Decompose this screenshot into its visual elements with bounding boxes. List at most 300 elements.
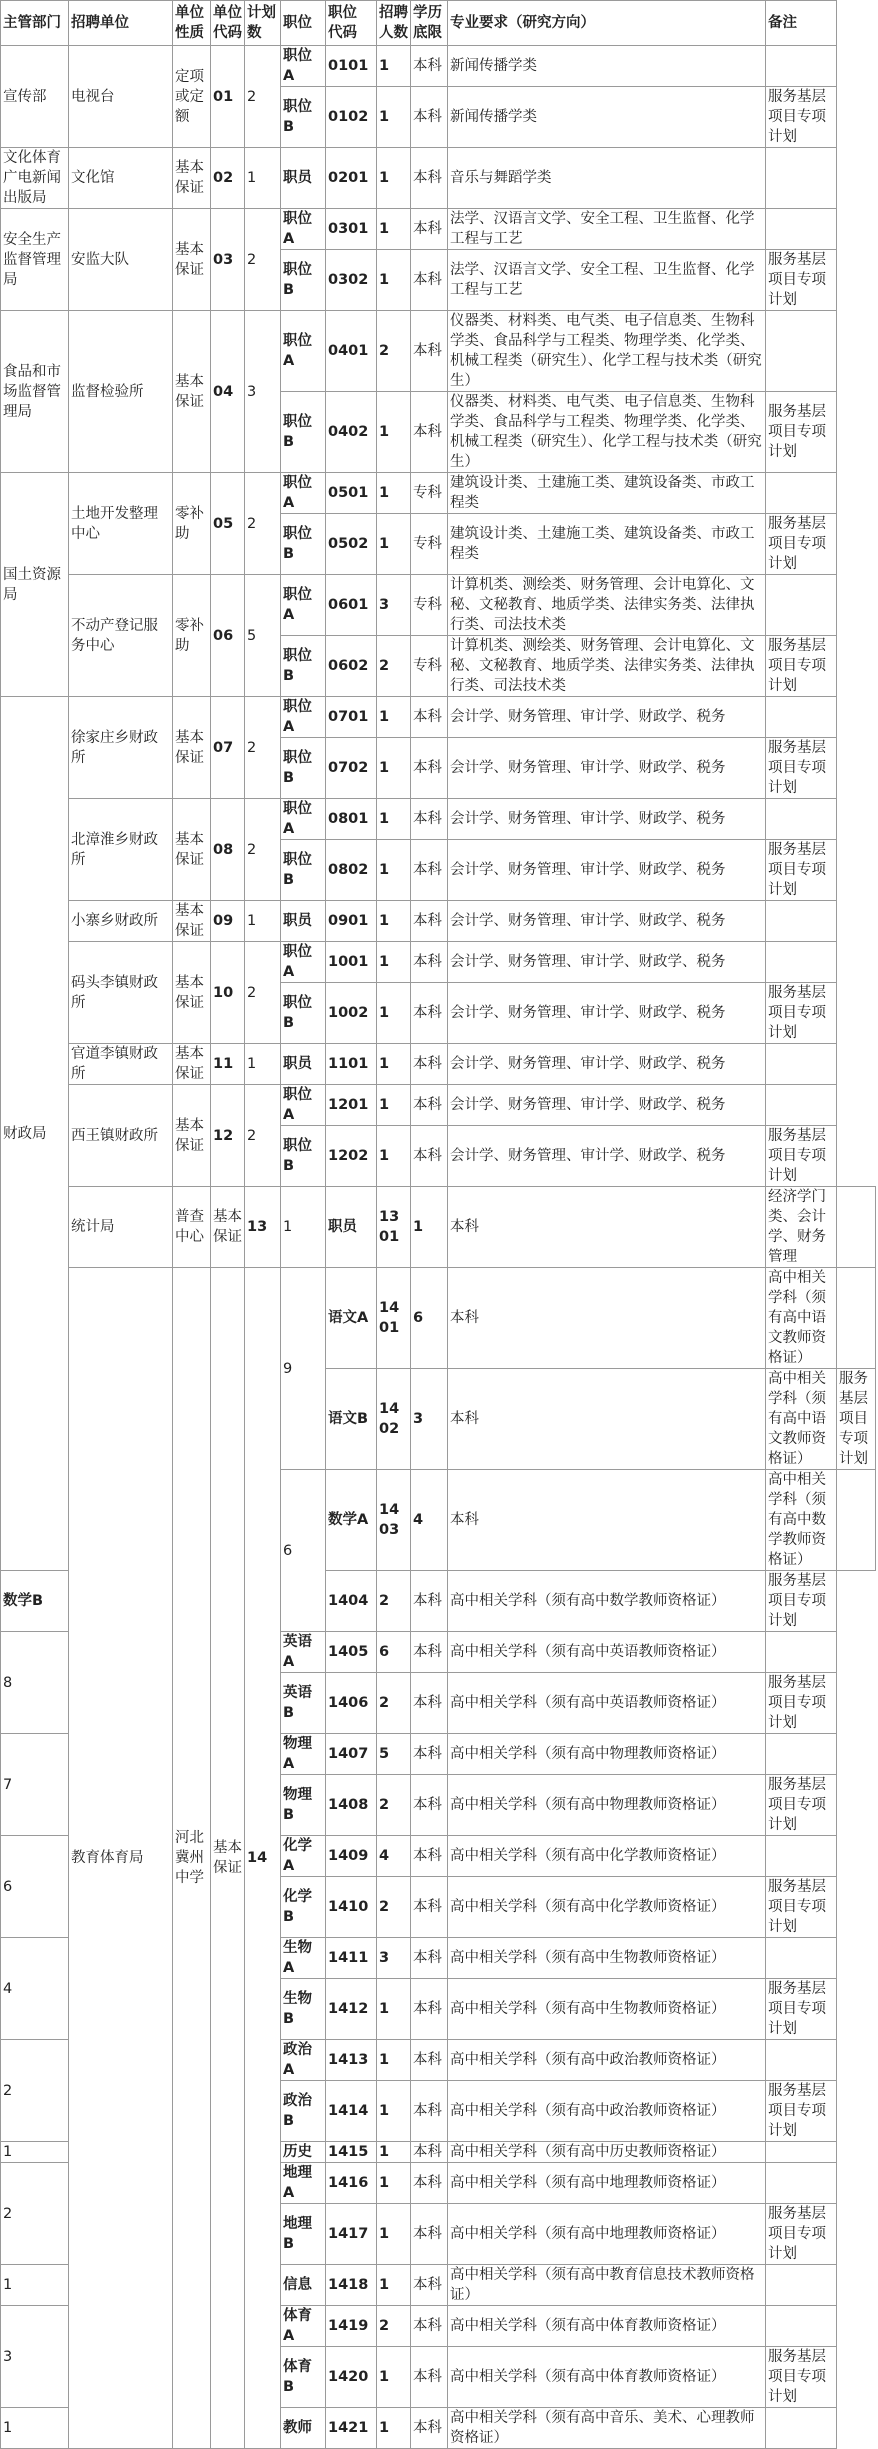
table-cell: 1 (377, 209, 411, 250)
table-cell: 职位B (281, 392, 326, 473)
table-cell: 2 (377, 2306, 411, 2347)
table-cell: 教师 (281, 2408, 326, 2449)
table-cell: 官道李镇财政所 (69, 1044, 173, 1085)
table-cell: 不动产登记服务中心 (69, 575, 173, 697)
table-cell: 1 (377, 2204, 411, 2265)
table-cell: 服务基层项目专项计划 (766, 87, 837, 148)
table-cell: 宣传部 (1, 46, 69, 148)
table-cell: 高中相关学科（须有高中物理教师资格证） (448, 1734, 766, 1775)
table-cell: 5 (245, 575, 281, 697)
table-cell: 职位A (281, 575, 326, 636)
table-cell: 1201 (326, 1085, 377, 1126)
table-cell (766, 1085, 837, 1126)
table-cell: 1 (377, 697, 411, 738)
table-cell: 1414 (326, 2081, 377, 2142)
table-cell: 专科 (411, 575, 448, 636)
table-cell: 1 (377, 1126, 411, 1187)
table-cell: 基本保证 (173, 799, 211, 901)
table-cell: 会计学、财务管理、审计学、财政学、税务 (448, 1044, 766, 1085)
table-cell: 0501 (326, 473, 377, 514)
table-cell: 高中相关学科（须有高中物理教师资格证） (448, 1775, 766, 1836)
table-cell: 10 (211, 942, 245, 1044)
table-cell (766, 1734, 837, 1775)
table-row (1, 209, 876, 250)
table-cell (766, 2306, 837, 2347)
table-cell: 经济学门类、会计学、财务管理 (766, 1187, 837, 1268)
table-cell: 2 (245, 799, 281, 901)
table-row (1, 473, 876, 514)
table-cell: 基本保证 (211, 1187, 245, 1268)
table-cell: 3 (377, 1938, 411, 1979)
table-cell: 1 (377, 148, 411, 209)
table-cell: 语文B (326, 1369, 377, 1470)
table-cell: 基本保证 (173, 148, 211, 209)
table-cell: 3 (377, 575, 411, 636)
table-cell: 本科 (411, 1085, 448, 1126)
table-cell: 本科 (411, 1571, 448, 1632)
header-dept: 主管部门 (1, 1, 69, 46)
table-cell: 本科 (411, 2163, 448, 2204)
table-cell: 教育体育局 (69, 1268, 173, 2449)
table-cell (837, 1268, 876, 1369)
table-cell: 05 (211, 473, 245, 575)
table-cell: 0601 (326, 575, 377, 636)
table-cell: 服务基层项目专项计划 (766, 1673, 837, 1734)
table-cell: 1 (411, 1187, 448, 1268)
table-cell: 服务基层项目专项计划 (766, 983, 837, 1044)
table-cell: 本科 (411, 2040, 448, 2081)
table-cell: 本科 (411, 311, 448, 392)
table-cell: 高中相关学科（须有高中数学教师资格证） (448, 1571, 766, 1632)
table-cell: 物理A (281, 1734, 326, 1775)
table-cell: 新闻传播学类 (448, 46, 766, 87)
table-cell: 0302 (326, 250, 377, 311)
table-cell: 2 (245, 1085, 281, 1187)
table-row (1, 901, 876, 942)
table-cell: 会计学、财务管理、审计学、财政学、税务 (448, 901, 766, 942)
table-cell: 1101 (326, 1044, 377, 1085)
table-cell: 职位B (281, 738, 326, 799)
table-cell: 服务基层项目专项计划 (766, 1571, 837, 1632)
table-cell: 码头李镇财政所 (69, 942, 173, 1044)
table-cell: 职位B (281, 514, 326, 575)
table-cell: 化学A (281, 1836, 326, 1877)
table-row (1, 46, 876, 87)
table-cell: 1 (377, 2081, 411, 2142)
table-cell: 1404 (326, 1571, 377, 1632)
table-cell: 1419 (326, 2306, 377, 2347)
table-cell: 12 (211, 1085, 245, 1187)
table-cell: 2 (245, 473, 281, 575)
table-cell: 1 (377, 2040, 411, 2081)
table-cell: 1 (281, 1187, 326, 1268)
table-cell: 数学A (326, 1470, 377, 1571)
table-cell: 会计学、财务管理、审计学、财政学、税务 (448, 840, 766, 901)
table-cell: 14 (245, 1268, 281, 2449)
table-cell: 高中相关学科（须有高中地理教师资格证） (448, 2163, 766, 2204)
table-cell: 1416 (326, 2163, 377, 2204)
table-cell: 财政局 (1, 697, 69, 1571)
table-cell: 本科 (411, 942, 448, 983)
table-cell: 高中相关学科（须有高中体育教师资格证） (448, 2306, 766, 2347)
table-cell: 高中相关学科（须有高中化学教师资格证） (448, 1836, 766, 1877)
table-cell: 本科 (411, 901, 448, 942)
table-cell: 1406 (326, 1673, 377, 1734)
table-cell: 1403 (377, 1470, 411, 1571)
table-cell: 服务基层项目专项计划 (766, 250, 837, 311)
table-cell: 语文A (326, 1268, 377, 1369)
table-cell: 2 (377, 636, 411, 697)
table-cell: 会计学、财务管理、审计学、财政学、税务 (448, 1085, 766, 1126)
table-cell: 高中相关学科（须有高中历史教师资格证） (448, 2142, 766, 2163)
table-cell (766, 1044, 837, 1085)
table-row (1, 148, 876, 209)
table-body (1, 46, 876, 2449)
table-cell: 本科 (411, 250, 448, 311)
table-row (1, 1187, 876, 1268)
table-cell: 职位A (281, 473, 326, 514)
table-cell: 服务基层项目专项计划 (766, 2347, 837, 2408)
table-cell: 会计学、财务管理、审计学、财政学、税务 (448, 697, 766, 738)
table-cell (837, 1187, 876, 1268)
table-cell: 基本保证 (173, 901, 211, 942)
table-cell: 8 (1, 1632, 69, 1734)
table-cell: 1 (377, 2265, 411, 2306)
table-row (1, 311, 876, 392)
table-cell: 安监大队 (69, 209, 173, 311)
table-cell: 服务基层项目专项计划 (766, 1775, 837, 1836)
table-cell (766, 1938, 837, 1979)
table-cell: 北漳淮乡财政所 (69, 799, 173, 901)
table-cell: 会计学、财务管理、审计学、财政学、税务 (448, 738, 766, 799)
table-cell: 会计学、财务管理、审计学、财政学、税务 (448, 1126, 766, 1187)
table-cell: 地理B (281, 2204, 326, 2265)
table-cell: 09 (211, 901, 245, 942)
table-cell: 服务基层项目专项计划 (766, 2204, 837, 2265)
table-cell (766, 2408, 837, 2449)
table-cell: 职员 (281, 901, 326, 942)
table-cell: 基本保证 (173, 1085, 211, 1187)
table-cell: 1301 (377, 1187, 411, 1268)
table-cell: 高中相关学科（须有高中语文教师资格证） (766, 1369, 837, 1470)
table-cell: 1 (377, 87, 411, 148)
table-cell: 07 (211, 697, 245, 799)
table-cell: 1 (377, 473, 411, 514)
table-cell: 本科 (411, 209, 448, 250)
table-row (1, 697, 876, 738)
table-cell: 会计学、财务管理、审计学、财政学、税务 (448, 799, 766, 840)
table-cell (766, 209, 837, 250)
table-cell: 英语A (281, 1632, 326, 1673)
table-cell: 土地开发整理中心 (69, 473, 173, 575)
table-cell: 监督检验所 (69, 311, 173, 473)
table-cell: 服务基层项目专项计划 (766, 738, 837, 799)
table-cell: 1415 (326, 2142, 377, 2163)
table-cell: 5 (377, 1734, 411, 1775)
table-cell: 服务基层项目专项计划 (766, 2081, 837, 2142)
table-cell: 1 (245, 148, 281, 209)
table-cell: 1 (1, 2142, 69, 2163)
table-cell: 高中相关学科（须有高中音乐、美术、心理教师资格证） (448, 2408, 766, 2449)
table-cell: 1420 (326, 2347, 377, 2408)
table-cell: 2 (245, 697, 281, 799)
table-cell: 零补助 (173, 575, 211, 697)
table-cell (766, 473, 837, 514)
table-cell: 1 (377, 1044, 411, 1085)
table-cell: 1001 (326, 942, 377, 983)
table-cell: 4 (1, 1938, 69, 2040)
table-cell: 1410 (326, 1877, 377, 1938)
table-cell: 基本保证 (173, 942, 211, 1044)
table-cell: 本科 (411, 2408, 448, 2449)
table-cell: 6 (377, 1632, 411, 1673)
table-cell (766, 2265, 837, 2306)
table-cell: 小寨乡财政所 (69, 901, 173, 942)
table-cell: 化学B (281, 1877, 326, 1938)
table-cell: 基本保证 (173, 697, 211, 799)
table-cell: 0802 (326, 840, 377, 901)
table-cell: 6 (281, 1470, 326, 1632)
table-cell: 1418 (326, 2265, 377, 2306)
table-cell: 职位A (281, 942, 326, 983)
table-cell: 0701 (326, 697, 377, 738)
table-cell: 3 (245, 311, 281, 473)
table-cell: 建筑设计类、土建施工类、建筑设备类、市政工程类 (448, 473, 766, 514)
table-cell: 04 (211, 311, 245, 473)
table-cell: 0702 (326, 738, 377, 799)
table-cell: 0801 (326, 799, 377, 840)
table-cell (766, 2040, 837, 2081)
table-cell (766, 2142, 837, 2163)
table-cell: 1 (1, 2408, 69, 2449)
table-cell: 2 (245, 46, 281, 148)
header-education: 学历底限 (411, 1, 448, 46)
table-cell: 1 (377, 840, 411, 901)
table-cell: 0301 (326, 209, 377, 250)
table-cell: 高中相关学科（须有高中教育信息技术教师资格证） (448, 2265, 766, 2306)
table-cell: 计算机类、测绘类、财务管理、会计电算化、文秘、文秘教育、地质学类、法律实务类、法律执行类、司法技术类 (448, 575, 766, 636)
table-cell: 1 (245, 1044, 281, 1085)
table-cell (766, 311, 837, 392)
table-cell: 1408 (326, 1775, 377, 1836)
table-cell: 高中相关学科（须有高中英语教师资格证） (448, 1632, 766, 1673)
table-cell: 信息 (281, 2265, 326, 2306)
table-cell: 高中相关学科（须有高中语文教师资格证） (766, 1268, 837, 1369)
table-cell: 6 (411, 1268, 448, 1369)
table-cell: 高中相关学科（须有高中政治教师资格证） (448, 2081, 766, 2142)
table-cell: 2 (245, 942, 281, 1044)
table-cell: 职位A (281, 1085, 326, 1126)
table-cell (766, 697, 837, 738)
table-cell: 2 (377, 1571, 411, 1632)
table-cell: 1 (377, 46, 411, 87)
table-cell: 本科 (448, 1268, 766, 1369)
table-cell: 4 (377, 1836, 411, 1877)
table-cell: 1 (377, 2163, 411, 2204)
table-cell: 职位B (281, 983, 326, 1044)
table-cell: 1 (377, 514, 411, 575)
table-cell (766, 575, 837, 636)
table-cell: 本科 (411, 983, 448, 1044)
table-cell: 1 (377, 1085, 411, 1126)
table-cell: 2 (1, 2040, 69, 2142)
table-cell: 4 (411, 1470, 448, 1571)
table-cell: 职位A (281, 697, 326, 738)
table-cell: 高中相关学科（须有高中数学教师资格证） (766, 1470, 837, 1571)
table-cell: 高中相关学科（须有高中化学教师资格证） (448, 1877, 766, 1938)
table-cell: 职位A (281, 46, 326, 87)
table-cell: 职员 (281, 148, 326, 209)
table-cell: 11 (211, 1044, 245, 1085)
table-cell: 高中相关学科（须有高中地理教师资格证） (448, 2204, 766, 2265)
table-cell: 本科 (411, 87, 448, 148)
table-cell: 职员 (326, 1187, 377, 1268)
table-cell: 本科 (411, 1775, 448, 1836)
table-cell (766, 148, 837, 209)
table-cell: 本科 (411, 1836, 448, 1877)
table-cell: 6 (1, 1836, 69, 1938)
table-cell: 仪器类、材料类、电气类、电子信息类、生物科学类、食品科学与工程类、物理学类、化学类、机械工程类（研究生）、化学工程与技术类（研究生） (448, 392, 766, 473)
table-cell: 职位A (281, 799, 326, 840)
table-cell: 定项或定额 (173, 46, 211, 148)
table-cell: 本科 (411, 1044, 448, 1085)
table-cell: 本科 (411, 1734, 448, 1775)
table-cell: 08 (211, 799, 245, 901)
table-cell: 本科 (448, 1187, 766, 1268)
table-cell: 本科 (411, 1673, 448, 1734)
table-cell: 13 (245, 1187, 281, 1268)
table-cell: 高中相关学科（须有高中英语教师资格证） (448, 1673, 766, 1734)
table-cell: 本科 (411, 1632, 448, 1673)
header-remarks: 备注 (766, 1, 837, 46)
table-cell: 本科 (411, 799, 448, 840)
table-cell: 基本保证 (173, 209, 211, 311)
table-cell: 1 (377, 2408, 411, 2449)
table-cell: 0401 (326, 311, 377, 392)
table-cell: 7 (1, 1734, 69, 1836)
table-cell: 1413 (326, 2040, 377, 2081)
table-cell: 职位B (281, 87, 326, 148)
table-cell: 物理B (281, 1775, 326, 1836)
header-major: 专业要求（研究方向） (448, 1, 766, 46)
table-cell: 服务基层项目专项计划 (766, 636, 837, 697)
table-cell: 文化馆 (69, 148, 173, 209)
header-unit-type: 单位性质 (173, 1, 211, 46)
header-row (1, 1, 876, 46)
table-cell (766, 2163, 837, 2204)
table-row (1, 942, 876, 983)
table-cell: 1 (377, 738, 411, 799)
table-cell: 本科 (411, 2347, 448, 2408)
table-cell: 1412 (326, 1979, 377, 2040)
table-cell: 本科 (411, 2142, 448, 2163)
table-cell: 1 (377, 2142, 411, 2163)
table-cell: 1401 (377, 1268, 411, 1369)
table-cell: 服务基层项目专项计划 (766, 514, 837, 575)
table-cell: 仪器类、材料类、电气类、电子信息类、生物科学类、食品科学与工程类、物理学类、化学类、机械工程类（研究生）、化学工程与技术类（研究生） (448, 311, 766, 392)
table-cell: 1 (245, 901, 281, 942)
table-cell: 1409 (326, 1836, 377, 1877)
table-cell: 02 (211, 148, 245, 209)
table-cell: 本科 (411, 1877, 448, 1938)
table-cell: 电视台 (69, 46, 173, 148)
table-cell (766, 46, 837, 87)
header-plan-count: 计划数 (245, 1, 281, 46)
table-cell: 法学、汉语言文学、安全工程、卫生监督、化学工程与工艺 (448, 209, 766, 250)
table-cell: 职位B (281, 1126, 326, 1187)
table-cell: 职位B (281, 636, 326, 697)
table-cell: 音乐与舞蹈学类 (448, 148, 766, 209)
table-cell: 生物A (281, 1938, 326, 1979)
table-cell: 高中相关学科（须有高中生物教师资格证） (448, 1938, 766, 1979)
table-cell: 服务基层项目专项计划 (837, 1369, 876, 1470)
table-cell (766, 1836, 837, 1877)
header-unit: 招聘单位 (69, 1, 173, 46)
table-cell: 1 (1, 2265, 69, 2306)
table-cell: 政治B (281, 2081, 326, 2142)
table-cell: 2 (377, 1775, 411, 1836)
table-cell: 职位B (281, 250, 326, 311)
table-cell: 职位A (281, 209, 326, 250)
table-cell: 体育B (281, 2347, 326, 2408)
table-cell: 本科 (411, 1126, 448, 1187)
table-cell: 1 (377, 2347, 411, 2408)
table-cell: 01 (211, 46, 245, 148)
table-cell: 新闻传播学类 (448, 87, 766, 148)
table-cell: 2 (1, 2163, 69, 2265)
table-cell: 西王镇财政所 (69, 1085, 173, 1187)
table-cell: 生物B (281, 1979, 326, 2040)
table-cell: 1417 (326, 2204, 377, 2265)
table-cell: 1 (377, 799, 411, 840)
table-cell: 专科 (411, 514, 448, 575)
table-cell: 本科 (411, 697, 448, 738)
table-cell: 1 (377, 1979, 411, 2040)
table-cell: 服务基层项目专项计划 (766, 1979, 837, 2040)
table-cell: 0102 (326, 87, 377, 148)
table-cell: 本科 (411, 392, 448, 473)
table-cell: 本科 (411, 46, 448, 87)
table-cell: 0402 (326, 392, 377, 473)
table-cell: 服务基层项目专项计划 (766, 1126, 837, 1187)
table-cell: 专科 (411, 473, 448, 514)
table-cell: 0602 (326, 636, 377, 697)
table-cell: 服务基层项目专项计划 (766, 840, 837, 901)
table-cell: 法学、汉语言文学、安全工程、卫生监督、化学工程与工艺 (448, 250, 766, 311)
table-cell: 1 (377, 942, 411, 983)
table-cell: 建筑设计类、土建施工类、建筑设备类、市政工程类 (448, 514, 766, 575)
table-cell: 基本保证 (173, 311, 211, 473)
header-unit-code: 单位代码 (211, 1, 245, 46)
table-cell: 基本保证 (173, 1044, 211, 1085)
table-cell: 本科 (411, 148, 448, 209)
table-cell: 徐家庄乡财政所 (69, 697, 173, 799)
header-position: 职位 (281, 1, 326, 46)
table-cell: 服务基层项目专项计划 (766, 392, 837, 473)
table-cell: 服务基层项目专项计划 (766, 1877, 837, 1938)
table-cell: 1407 (326, 1734, 377, 1775)
table-cell: 本科 (411, 1979, 448, 2040)
table-cell: 安全生产监督管理局 (1, 209, 69, 311)
table-cell: 零补助 (173, 473, 211, 575)
table-cell: 文化体育广电新闻出版局 (1, 148, 69, 209)
table-cell: 政治A (281, 2040, 326, 2081)
table-row (1, 799, 876, 840)
table-cell (766, 901, 837, 942)
table-cell: 职位B (281, 840, 326, 901)
table-cell: 2 (377, 311, 411, 392)
table-cell: 1 (377, 392, 411, 473)
